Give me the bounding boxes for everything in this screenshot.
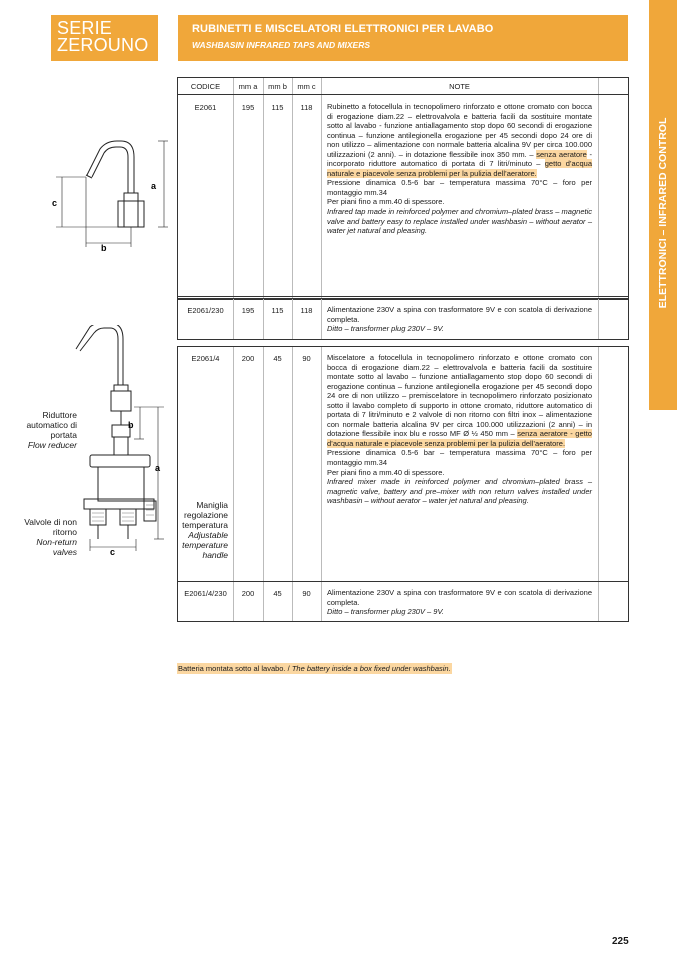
col-b: mm b bbox=[268, 82, 287, 91]
dim-c-cell: 118 bbox=[300, 306, 313, 315]
note-text: Alimentazione 230V a spina con trasformatore 9V e con scatola di derivazione completa. bbox=[327, 305, 592, 324]
product-table-2b bbox=[177, 581, 629, 622]
page-subtitle: WASHBASIN INFRARED TAPS AND MIXERS bbox=[192, 40, 371, 50]
note-english: Infrared tap made in reinforced polymer and chromium–plated brass – magnetic valve and battery easy to replace installed under washbasin – without aerator – water jet natural and pleasing. bbox=[327, 207, 592, 236]
dim-a-label: a bbox=[155, 463, 161, 473]
note-text: Per piani fino a mm.40 di spessore. bbox=[327, 467, 445, 477]
series-badge bbox=[51, 15, 158, 61]
tap-drawing bbox=[40, 135, 170, 265]
note-text: Pressione dinamica 0.5-6 bar – temperatura massima 70°C – foro per montaggio mm.34 bbox=[327, 178, 592, 197]
note-text: - incorporato riduttore automatico di portata di 7 litri/minuto – bbox=[327, 149, 592, 169]
col-code: CODICE bbox=[190, 82, 221, 91]
note-cell bbox=[327, 588, 592, 617]
note-highlight: senza aeratore - getto d’acqua naturale e piacevole senza problemi per la pulizia dell’aeratore. bbox=[327, 429, 592, 448]
note-highlight: senza aeratore bbox=[536, 149, 587, 159]
note-cell bbox=[327, 305, 592, 334]
dim-c-cell: 90 bbox=[302, 589, 311, 598]
col-note: NOTE bbox=[449, 82, 470, 91]
valves-label bbox=[15, 517, 77, 557]
battery-note-en: The battery inside a box fixed under washbasin. bbox=[291, 664, 451, 673]
mixer-drawing bbox=[70, 325, 180, 575]
reducer-label-it: Riduttore automatico di portata bbox=[26, 410, 77, 440]
note-text: Rubinetto a fotocellula in tecnopolimero rinforzato e ottone cromato con bocca di erogazione diam.22 – elettrovalvola e batteria facili da sostituire montate sotto al lavabo - funzione antiallagamento stop dopo 60 secondi di erogazione continua – funzione antilegionella erogazione per 45 secondi dopo 24 ore di non utilizzo – alimentazione con normale batteria alcalina 9V per circa 100.000 utilizzazioni (2 anni). – in dotazione flessibile inox 350 mm. – bbox=[327, 102, 592, 159]
code-cell: E2061/230 bbox=[187, 306, 224, 315]
dim-c-cell: 90 bbox=[302, 354, 311, 363]
reducer-label-en: Flow reducer bbox=[27, 440, 77, 450]
dim-a-cell: 200 bbox=[241, 589, 255, 598]
code-cell: E2061/4/230 bbox=[184, 589, 227, 598]
dim-c-cell: 118 bbox=[300, 103, 313, 112]
table-header bbox=[178, 78, 628, 95]
dim-b-label: b bbox=[101, 243, 107, 253]
code-cell: E2061 bbox=[194, 103, 217, 112]
note-cell bbox=[327, 353, 592, 506]
note-text: Miscelatore a fotocellula in tecnopolimero rinforzato e ottone cromato con bocca di erogazione diam.22 – elettrovalvola e batteria facili da sostituire montate sotto al lavabo – funzione antiallagamento stop dopo 60 secondi di erogazione continua – funzione antilegionella erogazione per 45 secondi dopo 24 ore di non utilizzo – premiscelatore in tecnopolimero rinforzato posizionato sotto il lavabo completo di supporto in ottone cromato, riduttore automatico di portata di 7 litri/minuto e 2 valvole di non ritorno con filtri inox – alimentazione con normale batteria alcalina 9V per circa 100.000 utilizzazioni (2 anni) – in dotazione flessibile inox blu e rosso MF Ø ½ 450 mm – bbox=[327, 353, 592, 439]
dim-c-label: c bbox=[52, 198, 58, 208]
dim-a-label: a bbox=[151, 181, 157, 191]
dim-b-label: b bbox=[128, 420, 134, 430]
side-tab bbox=[649, 0, 677, 410]
note-text: Per piani fino a mm.40 di spessore. bbox=[327, 197, 445, 207]
note-cell bbox=[327, 102, 592, 236]
note-text: Pressione dinamica 0.5-6 bar – temperatura massima 70°C – foro per montaggio mm.34 bbox=[327, 448, 592, 468]
note-text: Alimentazione 230V a spina con trasformatore 9V e con scatola di derivazione completa. bbox=[327, 588, 592, 607]
note-highlight: getto d’acqua naturale e piacevole senza problemi per la pulizia dell’aeratore. bbox=[327, 159, 592, 178]
dim-a-cell: 200 bbox=[241, 354, 255, 363]
valves-label-en: Non-return valves bbox=[36, 537, 77, 557]
series-label: SERIE bbox=[57, 18, 113, 38]
battery-note: Batteria montata sotto al lavabo. / The battery inside a box fixed under washbasin. bbox=[178, 664, 451, 673]
note-english: Ditto – transformer plug 230V – 9V. bbox=[327, 607, 445, 617]
battery-note-it: Batteria montata sotto al lavabo. bbox=[178, 664, 286, 673]
series-name: ZEROUNO bbox=[57, 35, 149, 55]
dim-a-cell: 195 bbox=[241, 306, 255, 315]
product-table-2 bbox=[177, 346, 629, 582]
page-title: RUBINETTI E MISCELATORI ELETTRONICI PER LAVABO bbox=[192, 23, 494, 35]
dim-c-label: c bbox=[110, 547, 116, 557]
reducer-label bbox=[15, 410, 77, 450]
handle-label-en: Adjustable temperature handle bbox=[182, 530, 228, 560]
dim-b-cell: 45 bbox=[273, 589, 282, 598]
handle-label-it: Maniglia regolazione temperatura bbox=[182, 500, 228, 530]
dim-b-cell: 115 bbox=[271, 103, 284, 112]
note-english: Infrared mixer made in reinforced polymer and chromium–plated brass – magnetic valve, battery and pre–mixer with non return valves installed under washbasin – without aerator – water jet natural and pleasing. bbox=[327, 477, 592, 506]
dim-a-cell: 195 bbox=[241, 103, 255, 112]
col-a: mm a bbox=[238, 82, 258, 91]
page-header bbox=[178, 15, 628, 61]
product-table-1b bbox=[177, 298, 629, 340]
valves-label-it: Valvole di non ritorno bbox=[24, 517, 77, 537]
col-c: mm c bbox=[297, 82, 316, 91]
code-cell: E2061/4 bbox=[191, 354, 220, 363]
handle-label bbox=[170, 500, 228, 560]
dim-b-cell: 115 bbox=[271, 306, 284, 315]
side-tab-label: ELETTRONICI – INFRARED CONTROL bbox=[657, 117, 669, 309]
page-number: 225 bbox=[612, 936, 629, 947]
dim-b-cell: 45 bbox=[273, 354, 282, 363]
product-table-1 bbox=[177, 77, 629, 300]
note-english: Ditto – transformer plug 230V – 9V. bbox=[327, 324, 445, 334]
